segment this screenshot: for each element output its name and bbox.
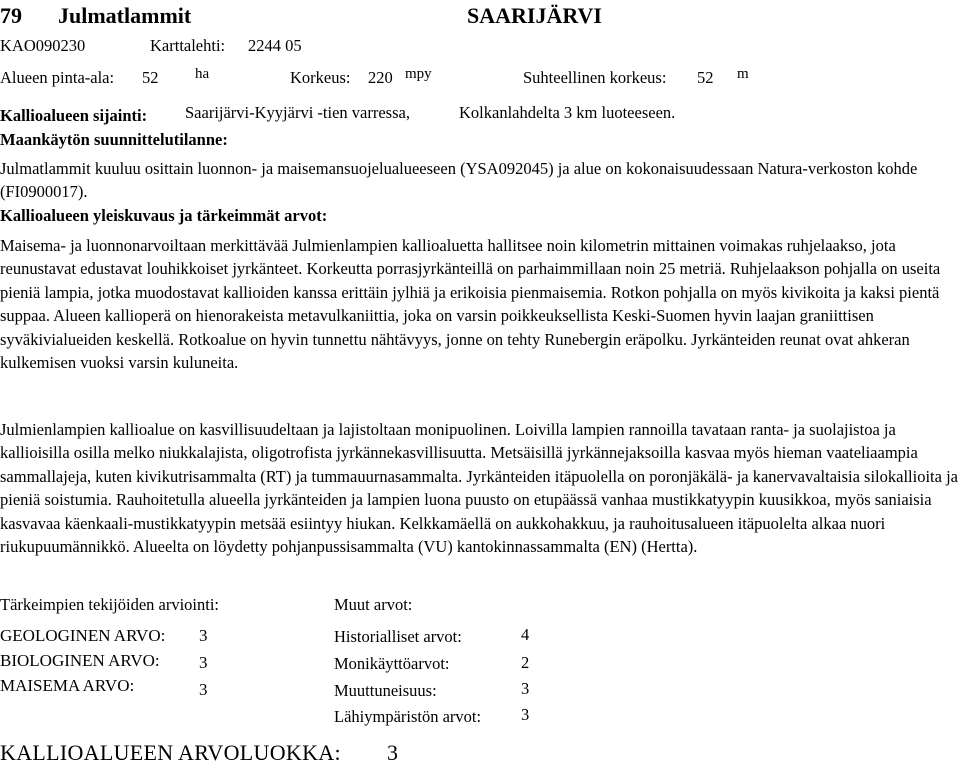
- surroundings-values-label: Lähiympäristön arvot:: [334, 707, 482, 726]
- municipality: SAARIJÄRVI: [467, 3, 602, 28]
- altitude-value: 220: [368, 68, 393, 87]
- relative-height-value: 52: [697, 68, 714, 87]
- area-label: Alueen pinta-ala:: [0, 68, 115, 87]
- alteration-value: 3: [521, 679, 530, 698]
- alteration-label: Muuttuneisuus:: [334, 681, 437, 700]
- location-label: Kallioalueen sijainti:: [0, 106, 148, 125]
- geological-value: 3: [199, 626, 208, 645]
- biological-value-label: BIOLOGINEN ARVO:: [0, 651, 160, 670]
- assessment-heading: Tärkeimpien tekijöiden arviointi:: [0, 595, 220, 614]
- biological-value: 3: [199, 653, 208, 672]
- relative-height-unit: m: [737, 66, 749, 82]
- area-value: 52: [142, 68, 159, 87]
- location-value-2: Kolkanlahdelta 3 km luoteeseen.: [459, 103, 676, 122]
- altitude-label: Korkeus:: [290, 68, 351, 87]
- value-class-label: KALLIOALUEEN ARVOLUOKKA:: [0, 740, 341, 765]
- overview-heading: Kallioalueen yleiskuvaus ja tärkeimmät arvot:: [0, 206, 328, 225]
- planning-heading: Maankäytön suunnittelutilanne:: [0, 130, 228, 149]
- map-sheet-label: Karttalehti:: [150, 36, 226, 55]
- geological-value-label: GEOLOGINEN ARVO:: [0, 626, 166, 645]
- value-class: 3: [387, 740, 399, 765]
- historical-values-value: 4: [521, 625, 530, 644]
- location-value: Saarijärvi-Kyyjärvi -tien varressa,: [185, 103, 410, 122]
- multi-use-values-label: Monikäyttöarvot:: [334, 654, 450, 673]
- area-name: Julmatlammit: [58, 3, 192, 28]
- relative-height-label: Suhteellinen korkeus:: [523, 68, 667, 87]
- altitude-unit: mpy: [405, 66, 432, 82]
- planning-text: Julmatlammit kuuluu osittain luonnon- ja maisemansuojelualueeseen (YSA092045) ja alue on kokonaisuudessaan Natura-verkoston kohde (FI0900017).: [0, 159, 918, 202]
- map-sheet-value: 2244 05: [248, 36, 302, 55]
- other-values-heading: Muut arvot:: [334, 595, 413, 614]
- area-unit: ha: [195, 66, 210, 82]
- area-number: 79: [0, 3, 22, 28]
- historical-values-label: Historialliset arvot:: [334, 627, 462, 646]
- landscape-value-label: MAISEMA ARVO:: [0, 676, 135, 695]
- overview-paragraph-1: Maisema- ja luonnonarvoiltaan merkittävää Julmienlampien kallioaluetta hallitsee noin kilometrin mittainen voimakas ruhjelaakso, jota reunustavat edustavat louhikkoiset jyrkänteet. Korkeutta porrasjyrkänteillä on parhaimmillaan noin 25 metriä. Ruhjelaakson pohjalla on useita pieniä lampia, jotka muodostavat kallioiden kanssa erittäin jylhiä ja erikoisia pienmaisemia. Rotkon pohjalla on myös kivikoita ja kaksi pientä suppaa. Alueen kallioperä on hienorakeista metavulkaniittia, joka on varsin poikkeuksellista Keski-Suomen hyvin laajan graniittisen syväkivialueiden keskellä. Rotkoalue on hyvin tunnettu nähtävyys, jonne on tehty Runebergin eräpolku. Jyrkänteiden reunat ovat ahkeran kulkemisen vuoksi varsin kuluneita.: [0, 236, 941, 373]
- surroundings-values-value: 3: [521, 705, 530, 724]
- multi-use-values-value: 2: [521, 653, 530, 672]
- landscape-value: 3: [199, 680, 208, 699]
- area-code: KAO090230: [0, 36, 86, 55]
- overview-paragraph-2: Julmienlampien kallioalue on kasvillisuudeltaan ja lajistoltaan monipuolinen. Loivilla lampien rannoilla tavataan ranta- ja suolajistoa ja kallioisilla osilla melko niukkalajista, oligotrofista jyrkännekasvillisuutta. Metsäisillä jyrkännejaksoilla kasvaa myös hieman vaateliaampia sammallajeja, kuten kivikutrisammalta (RT) ja tummauurnasammalta. Jyrkänteiden itäpuolella on poronjäkälä- ja kanervavaltaisia silokallioita ja pieniä soistumia. Rauhoitetulla alueella jyrkänteiden ja lampien luona puusto on etupäässä vanhaa mustikkatyypin kuusikkoa, myös saniaisia kasvavaa käenkaali-mustikkatyypin metsää esiintyy hiukan. Kelkkamäellä on aukkohakkuu, ja rauhoitusalueen itäpuolelta alkaa nuori riukupuumännikkö. Alueelta on löydetty pohjanpussisammalta (VU) kantokinnassammalta (EN) (Hertta).: [0, 420, 958, 557]
